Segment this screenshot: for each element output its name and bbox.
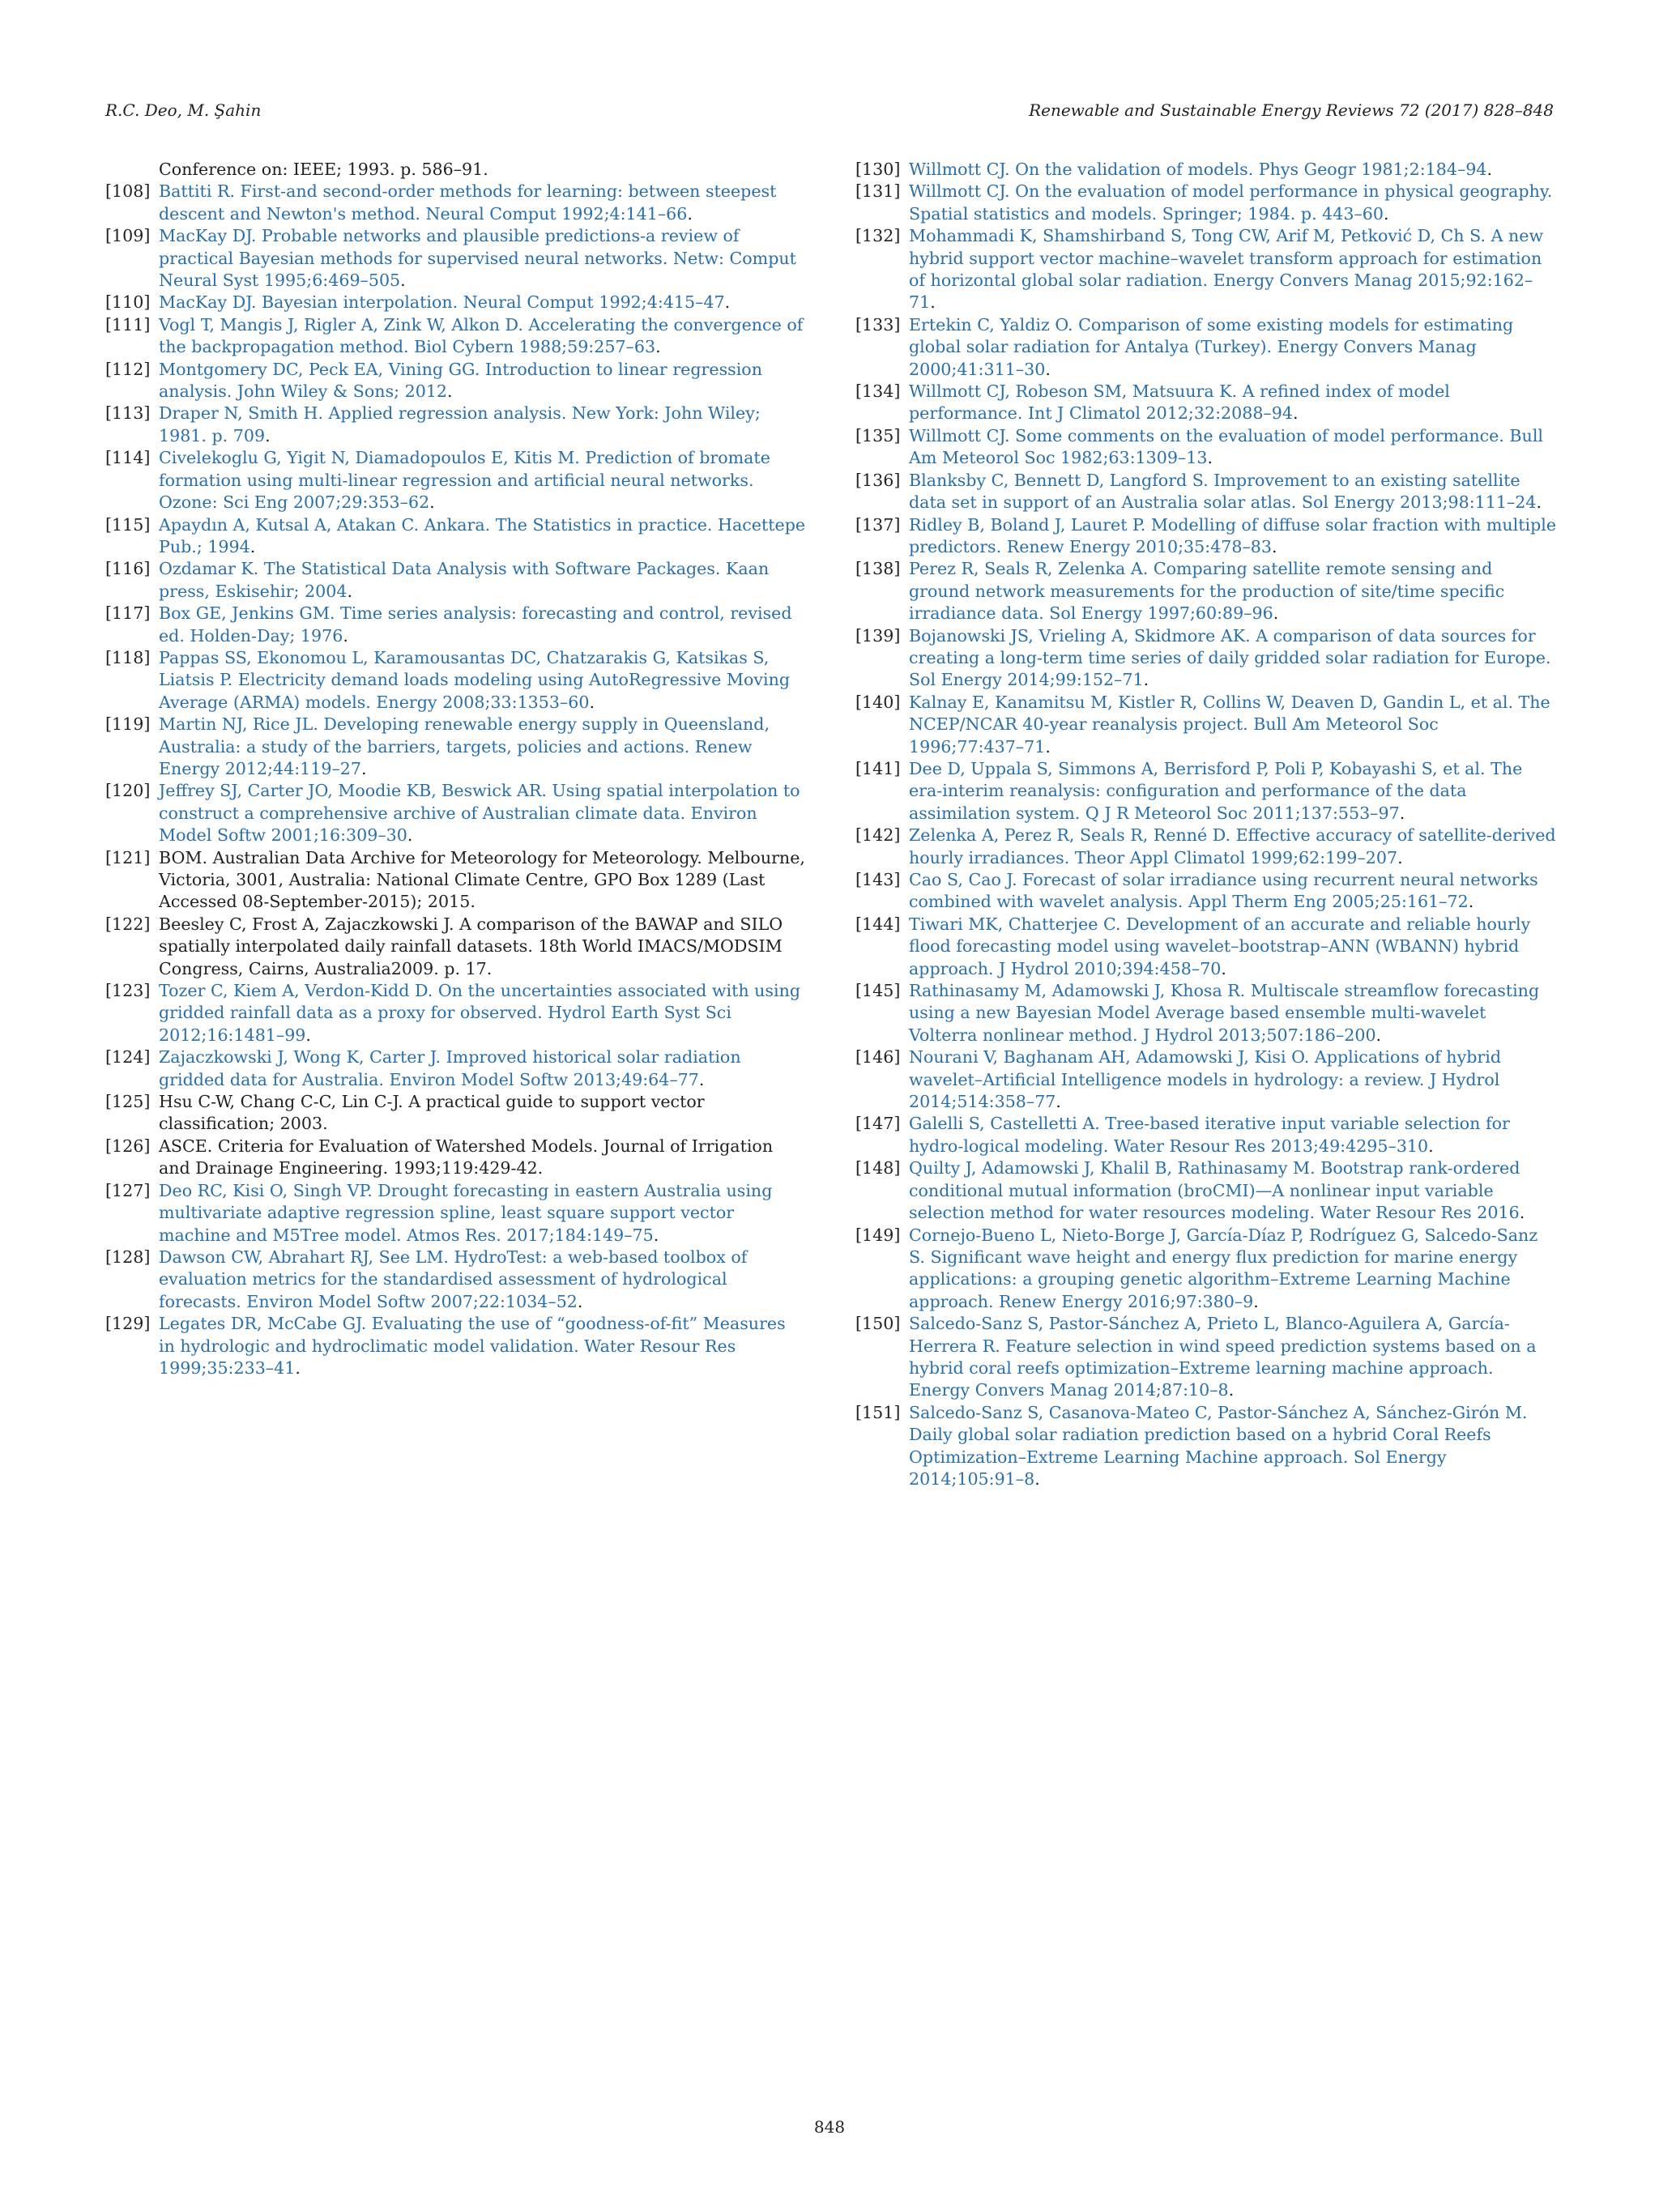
reference-number: [114]: [105, 448, 151, 468]
reference-item: [855, 159, 1557, 181]
reference-number: [122]: [105, 914, 151, 934]
running-head: [105, 100, 1554, 120]
reference-number: [148]: [855, 1158, 901, 1178]
reference-number: [127]: [105, 1180, 151, 1200]
reference-item: [855, 514, 1557, 559]
reference-item: [105, 181, 807, 225]
reference-terminal-period: .: [589, 692, 595, 712]
reference-item: [855, 381, 1557, 425]
reference-body: Galelli S, Castelletti A. Tree-based iterative input variable selection for hydro-logical modeling. Water Resour Res 2013;49:4295–310: [909, 1114, 1510, 1156]
reference-terminal-period: .: [1228, 1380, 1235, 1400]
reference-link[interactable]: [909, 869, 1557, 914]
reference-body: Civelekoglu G, Yigit N, Diamadopoulos E, Kitis M. Prediction of bromate formation using multi-linear regression and artificial neural networks. Ozone: Sci Eng 2007;29:353–62: [159, 448, 770, 513]
reference-number: [151]: [855, 1402, 901, 1422]
reference-body: Zelenka A, Perez R, Seals R, Renné D. Effective accuracy of satellite-derived hourly irradiances. Theor Appl Climatol 1999;62:199–207: [909, 825, 1556, 867]
reference-number: [145]: [855, 981, 901, 1001]
reference-terminal-period: .: [265, 425, 271, 445]
reference-item: [105, 980, 807, 1046]
reference-number: [113]: [105, 403, 151, 424]
reference-text: [159, 1091, 807, 1136]
reference-link[interactable]: [159, 714, 807, 780]
reference-body: Cornejo-Bueno L, Nieto-Borge J, García-Díaz P, Rodríguez G, Salcedo-Sanz S. Significant wave height and energy flux prediction for marine energy applications: a grouping genetic algorithm–Extreme Learning Machine approach. Renew Energy 2016;97:380–9: [909, 1225, 1538, 1311]
reference-item: [855, 558, 1557, 624]
reference-item: [855, 825, 1557, 869]
reference-item: [105, 314, 807, 359]
reference-item: [855, 869, 1557, 914]
reference-link[interactable]: [159, 980, 807, 1046]
reference-body: Blanksby C, Bennett D, Langford S. Improvement to an existing satellite data set in support of an Australia solar atlas. Sol Energy 2013;98:111–24: [909, 470, 1537, 513]
reference-item: [855, 1225, 1557, 1314]
reference-link[interactable]: [159, 1180, 807, 1247]
reference-continuation: Conference on: IEEE; 1993. p. 586–91.: [159, 160, 488, 179]
reference-item: [855, 1157, 1557, 1224]
header-authors: R.C. Deo, M. Şahin: [105, 100, 262, 120]
reference-body: Ridley B, Boland J, Lauret P. Modelling of diffuse solar fraction with multiple predictors. Renew Energy 2010;35:478–83: [909, 514, 1557, 556]
reference-link[interactable]: [909, 225, 1557, 314]
reference-number: [142]: [855, 825, 901, 846]
reference-text: [159, 914, 807, 980]
reference-item: [855, 181, 1557, 225]
reference-body: Martin NJ, Rice JL. Developing renewable energy supply in Queensland, Australia: a study of the barriers, targets, policies and actions. Renew Energy 2012;44:119–27: [159, 714, 770, 778]
reference-terminal-period: .: [1143, 670, 1149, 690]
reference-number: [129]: [105, 1314, 151, 1334]
reference-body: Montgomery DC, Peck EA, Vining GG. Introduction to linear regression analysis. John Wiley & Sons; 2012: [159, 359, 762, 402]
reference-number: [116]: [105, 559, 151, 579]
reference-number: [130]: [855, 160, 901, 179]
reference-terminal-period: .: [1056, 1092, 1061, 1112]
reference-terminal-period: .: [1034, 1468, 1040, 1489]
reference-number: [131]: [855, 181, 901, 202]
reference-link[interactable]: [909, 558, 1557, 624]
reference-terminal-period: .: [347, 581, 353, 601]
reference-terminal-period: .: [1207, 448, 1213, 468]
reference-body: Deo RC, Kisi O, Singh VP. Drought forecasting in eastern Australia using multivariate adaptive regression spline, least square support vector machine and M5Tree model. Atmos Res. 2017;184:149–75: [159, 1180, 773, 1245]
reference-number: [138]: [855, 559, 901, 579]
reference-item: [105, 1180, 807, 1247]
reference-text: [159, 847, 807, 914]
reference-item: [105, 847, 807, 914]
reference-item: [855, 914, 1557, 980]
reference-body: Jeffrey SJ, Carter JO, Moodie KB, Beswick AR. Using spatial interpolation to construct a comprehensive archive of Australian climate data. Environ Model Softw 2001;16:309–30: [159, 781, 800, 846]
reference-terminal-period: .: [1397, 847, 1403, 867]
reference-item: [105, 292, 807, 313]
reference-terminal-period: .: [1536, 492, 1542, 513]
reference-number: [144]: [855, 914, 901, 934]
reference-list-right: [855, 159, 1557, 1490]
reference-item: [105, 514, 807, 559]
reference-terminal-period: .: [1384, 203, 1389, 224]
reference-link[interactable]: [909, 692, 1557, 758]
reference-terminal-period: .: [305, 1025, 311, 1045]
reference-number: [112]: [105, 359, 151, 379]
reference-terminal-period: .: [1273, 603, 1279, 624]
reference-number: [119]: [105, 714, 151, 735]
reference-body: Dee D, Uppala S, Simmons A, Berrisford P, Poli P, Kobayashi S, et al. The era-interim reanalysis: configuration and performance of the data assimilation system. Q J R Meteorol Soc 2011;137:553–97: [909, 758, 1523, 823]
reference-terminal-period: .: [295, 1357, 301, 1378]
reference-number: [139]: [855, 625, 901, 646]
reference-number: [132]: [855, 226, 901, 246]
reference-body: Salcedo-Sanz S, Casanova-Mateo C, Pastor-Sánchez A, Sánchez-Girón M. Daily global solar radiation prediction based on a hybrid Coral Reefs Optimization–Extreme Learning Machine approach. Sol Energy 2014;105:91–8: [909, 1402, 1528, 1489]
reference-number: [147]: [855, 1114, 901, 1134]
reference-link[interactable]: [159, 647, 807, 714]
reference-body: Tiwari MK, Chatterjee C. Development of an accurate and reliable hourly flood forecasting model using wavelet–bootstrap–ANN (WBANN) hybrid approach. J Hydrol 2010;394:458–70: [909, 914, 1531, 978]
reference-number: [120]: [105, 781, 151, 801]
reference-number: [141]: [855, 758, 901, 778]
reference-body: Perez R, Seals R, Zelenka A. Comparing satellite remote sensing and ground network measurements for the production of site/time specific irradiance data. Sol Energy 1997;60:89–96: [909, 559, 1505, 624]
reference-item: [105, 1091, 807, 1136]
reference-item: [105, 225, 807, 292]
reference-terminal-period: .: [1272, 536, 1277, 556]
reference-body: Apaydın A, Kutsal A, Atakan C. Ankara. The Statistics in practice. Hacettepe Pub.; 1994: [159, 514, 806, 556]
reference-terminal-period: .: [1221, 958, 1226, 978]
reference-item: [105, 359, 807, 403]
reference-link[interactable]: [909, 825, 1557, 869]
reference-terminal-period: .: [1045, 736, 1051, 757]
reference-body: Pappas SS, Ekonomou L, Karamousantas DC, Chatzarakis G, Katsikas S, Liatsis P. Electricity demand loads modeling using AutoRegressive Moving Average (ARMA) models. Energy 2008;33:1353–60: [159, 647, 791, 712]
reference-body: Dawson CW, Abrahart RJ, See LM. HydroTest: a web-based toolbox of evaluation metrics for the standardised assessment of hydrological forecasts. Environ Model Softw 2007;22:1034–52: [159, 1247, 748, 1311]
reference-body: Willmott CJ. On the validation of models. Phys Geogr 1981;2:184–94: [909, 160, 1487, 179]
reference-terminal-period: .: [1375, 1025, 1382, 1045]
reference-link[interactable]: [909, 314, 1557, 381]
reference-body: MacKay DJ. Probable networks and plausible predictions-a review of practical Bayesian methods for supervised neural networks. Netw: Comput Neural Syst 1995;6:469–505: [159, 226, 796, 291]
reference-number: [150]: [855, 1314, 901, 1334]
reference-item: [855, 425, 1557, 470]
reference-number: [126]: [105, 1136, 151, 1156]
reference-number: [121]: [105, 847, 151, 867]
references-right-column: [855, 159, 1557, 1490]
reference-number: [109]: [105, 226, 151, 246]
reference-number: [110]: [105, 292, 151, 313]
reference-terminal-period: .: [429, 492, 435, 513]
reference-body: Nourani V, Baghanam AH, Adamowski J, Kisi O. Applications of hybrid wavelet–Artificial Intelligence models in hydrology: a review. J Hydrol 2014;514:358–77: [909, 1047, 1502, 1112]
reference-link[interactable]: [909, 1313, 1557, 1402]
reference-link[interactable]: [909, 514, 1557, 559]
reference-link[interactable]: [159, 603, 807, 647]
reference-link[interactable]: [159, 181, 807, 225]
reference-number: [111]: [105, 314, 151, 335]
reference-terminal-period: .: [343, 625, 348, 646]
reference-terminal-period: .: [407, 825, 413, 846]
reference-number: [117]: [105, 603, 151, 624]
reference-link[interactable]: [159, 1247, 807, 1313]
reference-number: [146]: [855, 1047, 901, 1068]
reference-link[interactable]: [909, 625, 1557, 692]
reference-link[interactable]: [909, 1402, 1557, 1491]
reference-number: [140]: [855, 692, 901, 712]
reference-body: Rathinasamy M, Adamowski J, Khosa R. Multiscale streamflow forecasting using a new Bayesian Model Average based ensemble multi-wavelet Volterra nonlinear method. J Hydrol 2013;507:186–200: [909, 981, 1540, 1045]
reference-item: [105, 914, 807, 980]
reference-link[interactable]: [159, 514, 807, 559]
reference-link[interactable]: [909, 758, 1557, 825]
reference-link[interactable]: [909, 381, 1557, 425]
reference-number: [137]: [855, 514, 901, 535]
reference-body: Beesley C, Frost A, Zajaczkowski J. A comparison of the BAWAP and SILO spatially interpolated daily rainfall datasets. 18th World IMACS/MODSIM Congress, Cairns, Australia2009. p. 17.: [159, 914, 783, 978]
reference-link[interactable]: [159, 447, 807, 514]
reference-item: [105, 1313, 807, 1379]
reference-link[interactable]: [909, 980, 1557, 1046]
reference-body: Salcedo-Sanz S, Pastor-Sánchez A, Prieto L, Blanco-Aguilera A, García-Herrera R. Feature selection in wind speed prediction systems based on a hybrid coral reefs optimization–Extreme learning machine approach. Energy Convers Manag 2014;87:10–8: [909, 1314, 1537, 1400]
reference-item: [105, 447, 807, 514]
reference-text: [159, 1136, 807, 1180]
reference-item: [855, 1046, 1557, 1113]
reference-terminal-period: .: [687, 203, 693, 224]
reference-link[interactable]: [159, 1046, 807, 1091]
reference-link[interactable]: [909, 1225, 1557, 1314]
reference-link[interactable]: [909, 914, 1557, 980]
reference-body: Battiti R. First-and second-order methods for learning: between steepest descent and Newton's method. Neural Comput 1992;4:141–66: [159, 181, 777, 224]
reference-body: Draper N, Smith H. Applied regression analysis. New York: John Wiley; 1981. p. 709: [159, 403, 761, 445]
reference-number: [125]: [105, 1092, 151, 1112]
reference-body: Quilty J, Adamowski J, Khalil B, Rathinasamy M. Bootstrap rank-ordered conditional mutual information (broCMI)—A nonlinear input variable selection method for water resources modeling. Water Resour Res 2016: [909, 1158, 1520, 1223]
reference-link[interactable]: [909, 470, 1557, 514]
reference-link[interactable]: [159, 359, 807, 403]
reference-item: [855, 758, 1557, 825]
reference-item: [105, 558, 807, 603]
reference-terminal-period: .: [249, 536, 256, 556]
reference-link[interactable]: [909, 425, 1557, 470]
reference-link[interactable]: [909, 1046, 1557, 1113]
reference-body: Willmott CJ. Some comments on the evaluation of model performance. Bull Am Meteorol Soc 1982;63:1309–13: [909, 425, 1543, 468]
reference-item: [855, 625, 1557, 692]
reference-link[interactable]: [909, 1113, 1557, 1157]
reference-terminal-period: .: [724, 292, 731, 313]
reference-number: [124]: [105, 1047, 151, 1068]
reference-item: [855, 225, 1557, 314]
reference-number: [143]: [855, 870, 901, 889]
reference-item: [105, 1046, 807, 1091]
reference-terminal-period: .: [1519, 1203, 1525, 1223]
reference-body: Mohammadi K, Shamshirband S, Tong CW, Arif M, Petković D, Ch S. A new hybrid support vector machine–wavelet transform approach for estimation of horizontal global solar radiation. Energy Convers Manag 2015;92:162–71: [909, 226, 1544, 313]
reference-item: [855, 692, 1557, 758]
reference-link[interactable]: [159, 558, 807, 603]
reference-terminal-period: .: [698, 1069, 705, 1089]
reference-item: [105, 780, 807, 846]
page-number: 848: [813, 2117, 846, 2137]
reference-list-left: [105, 181, 807, 1379]
reference-item: [105, 1136, 807, 1180]
reference-link[interactable]: [909, 1157, 1557, 1224]
reference-number: [135]: [855, 425, 901, 445]
reference-item: [105, 714, 807, 780]
reference-body: Legates DR, McCabe GJ. Evaluating the use of “goodness-of-fit” Measures in hydrologic and hydroclimatic model validation. Water Resour Res 1999;35:233–41: [159, 1314, 786, 1378]
reference-number: [149]: [855, 1225, 901, 1245]
reference-number: [133]: [855, 314, 901, 335]
reference-body: Cao S, Cao J. Forecast of solar irradiance using recurrent neural networks combined with wavelet analysis. Appl Therm Eng 2005;25:161–72: [909, 870, 1538, 912]
reference-number: [128]: [105, 1247, 151, 1267]
reference-item: [855, 470, 1557, 514]
reference-body: MacKay DJ. Bayesian interpolation. Neural Comput 1992;4:415–47: [159, 292, 725, 313]
reference-terminal-period: .: [400, 271, 406, 291]
reference-body: Zajaczkowski J, Wong K, Carter J. Improved historical solar radiation gridded data for Australia. Environ Model Softw 2013;49:64–77: [159, 1047, 741, 1089]
reference-number: [118]: [105, 647, 151, 667]
reference-body: Tozer C, Kiem A, Verdon-Kidd D. On the uncertainties associated with using gridded rainfall data as a proxy for observed. Hydrol Earth Syst Sci 2012;16:1481–99: [159, 981, 801, 1045]
reference-link[interactable]: [159, 780, 807, 846]
reference-item: [105, 603, 807, 647]
reference-body: Willmott CJ, Robeson SM, Matsuura K. A refined index of model performance. Int J Climatol 2012;32:2088–94: [909, 381, 1450, 424]
reference-body: BOM. Australian Data Archive for Meteorology for Meteorology. Melbourne, Victoria, 3001, Australia: National Climate Centre, GPO Box 1289 (Last Accessed 08-September-2015); 2015.: [159, 847, 805, 912]
reference-link[interactable]: [159, 314, 807, 359]
reference-item: [855, 980, 1557, 1046]
header-journal: Renewable and Sustainable Energy Reviews 72 (2017) 828–848: [1029, 100, 1554, 120]
reference-body: Ozdamar K. The Statistical Data Analysis with Software Packages. Kaan press, Eskisehir; 2004: [159, 559, 770, 601]
reference-item: [105, 403, 807, 447]
reference-item: [105, 647, 807, 714]
reference-body: ASCE. Criteria for Evaluation of Watershed Models. Journal of Irrigation and Drainage Engineering. 1993;119:429-42.: [159, 1136, 774, 1178]
reference-terminal-period: .: [447, 381, 453, 402]
reference-number: [136]: [855, 470, 901, 490]
reference-terminal-period: .: [1253, 1291, 1259, 1311]
reference-item: [855, 1402, 1557, 1491]
reference-terminal-period: .: [1045, 359, 1051, 379]
reference-terminal-period: .: [655, 337, 661, 357]
reference-body: Willmott CJ. On the evaluation of model performance in physical geography. Spatial statistics and models. Springer; 1984. p. 443–60: [909, 181, 1553, 224]
reference-number: [123]: [105, 981, 151, 1001]
reference-terminal-period: .: [1292, 403, 1299, 424]
reference-body: Kalnay E, Kanamitsu M, Kistler R, Collins W, Deaven D, Gandin L, et al. The NCEP/NCAR 40-year reanalysis project. Bull Am Meteorol Soc 1996;77:437–71: [909, 692, 1550, 757]
reference-body: Hsu C-W, Chang C-C, Lin C-J. A practical guide to support vector classification; 2003.: [159, 1092, 705, 1134]
reference-item: [855, 1113, 1557, 1157]
reference-terminal-period: .: [653, 1225, 659, 1245]
reference-link[interactable]: [909, 159, 1557, 181]
reference-terminal-period: .: [361, 758, 367, 778]
reference-terminal-period: .: [930, 292, 936, 313]
references-left-column: [105, 159, 807, 1379]
reference-link[interactable]: [159, 292, 807, 313]
reference-link[interactable]: [159, 403, 807, 447]
reference-body: Vogl T, Mangis J, Rigler A, Zink W, Alkon D. Accelerating the convergence of the backpropagation method. Biol Cybern 1988;59:257–63: [159, 314, 804, 357]
reference-body: Bojanowski JS, Vrieling A, Skidmore AK. A comparison of data sources for creating a long-term time series of daily gridded solar radiation for Europe. Sol Energy 2014;99:152–71: [909, 625, 1551, 690]
reference-item: [855, 314, 1557, 381]
reference-terminal-period: .: [1428, 1136, 1434, 1156]
reference-terminal-period: .: [1468, 892, 1474, 912]
reference-link[interactable]: [159, 225, 807, 292]
reference-item: [105, 1247, 807, 1313]
reference-link[interactable]: [909, 181, 1557, 225]
reference-body: Ertekin C, Yaldiz O. Comparison of some existing models for estimating global solar radiation for Antalya (Turkey). Energy Convers Manag 2000;41:311–30: [909, 314, 1514, 379]
reference-body: Box GE, Jenkins GM. Time series analysis: forecasting and control, revised ed. Holden-Day; 1976: [159, 603, 792, 646]
reference-number: [134]: [855, 381, 901, 402]
reference-number: [108]: [105, 181, 151, 202]
reference-item: [855, 1313, 1557, 1402]
reference-link[interactable]: [159, 1313, 807, 1379]
reference-terminal-period: .: [1399, 803, 1405, 823]
reference-terminal-period: .: [1486, 160, 1493, 179]
reference-number: [115]: [105, 514, 151, 535]
reference-terminal-period: .: [577, 1291, 583, 1311]
